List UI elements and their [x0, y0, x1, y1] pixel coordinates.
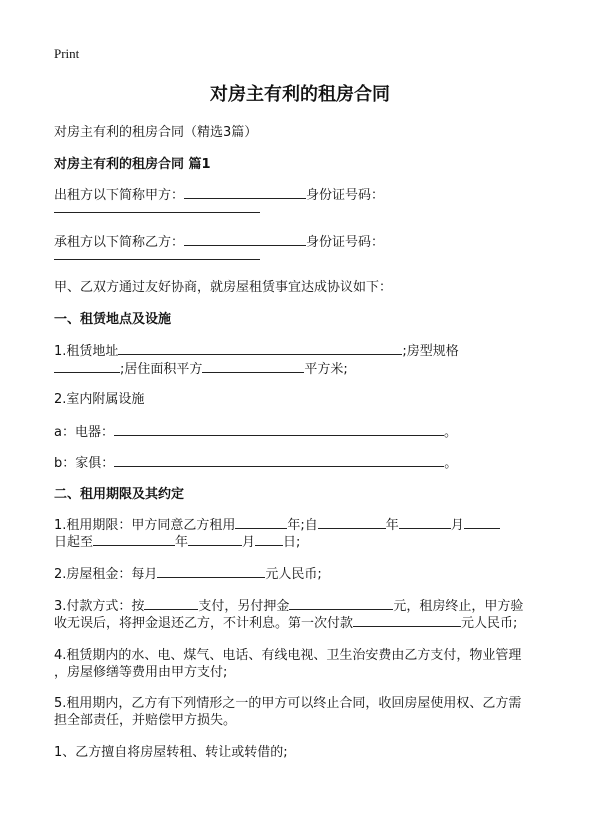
first-payment-label: 收无误后，将押金退还乙方，不计利息。第一次付款	[54, 616, 354, 631]
payment-method-label: 3.付款方式：按	[54, 599, 145, 614]
deposit-terms: 元，租房终止，甲方验	[393, 599, 524, 614]
furniture-blank[interactable]	[114, 453, 444, 467]
lease-term-label: 1.租用期限：甲方同意乙方租用	[54, 518, 236, 533]
lease-from-label: 年;自	[287, 518, 318, 533]
end-day-blank[interactable]	[255, 532, 283, 546]
section-title: 对房主有利的租房合同 篇1	[54, 157, 211, 172]
termination-line-1: 5.租用期内，乙方有下列情形之一的甲方可以终止合同，收回房屋使用权、乙方需	[54, 696, 522, 711]
section-heading-1: 一、租赁地点及设施	[54, 312, 172, 327]
deposit-label: 支付，另付押金	[198, 599, 290, 614]
room-type-blank[interactable]	[54, 359, 120, 373]
end-month-unit: 月	[242, 535, 256, 550]
furniture-row	[54, 452, 457, 471]
payment-cycle-blank[interactable]	[144, 596, 198, 610]
appliances-blank[interactable]	[114, 422, 444, 436]
facilities-label: 2.室内附属设施	[54, 392, 145, 407]
document-subtitle: 对房主有利的租房合同（精选3篇）	[54, 125, 258, 140]
lessee-name-blank[interactable]	[184, 232, 306, 246]
monthly-rent-label: 2.房屋租金：每月	[54, 567, 158, 582]
furniture-period: 。	[444, 456, 458, 471]
lease-years-blank[interactable]	[235, 515, 287, 529]
lessee-label: 承租方以下简称乙方：	[54, 235, 185, 250]
room-type-label: ;房型规格	[402, 344, 459, 359]
start-year-unit: 年	[385, 518, 399, 533]
first-payment-row	[54, 612, 517, 631]
first-payment-blank[interactable]	[353, 613, 461, 627]
end-day-unit: 日;	[283, 535, 301, 550]
living-area-label: ;居住面积平方	[120, 362, 203, 377]
monthly-rent-row	[54, 563, 322, 582]
lessor-row	[54, 184, 384, 203]
appliances-period: 。	[443, 425, 457, 440]
end-year-blank[interactable]	[93, 532, 175, 546]
lessee-id-blank[interactable]	[54, 259, 260, 260]
appliances-label: a：电器：	[54, 425, 114, 440]
document-title: 对房主有利的租房合同	[210, 84, 390, 105]
lessee-id-label: 身份证号码：	[306, 235, 385, 250]
rental-address-row	[54, 340, 459, 359]
lease-end-row	[54, 531, 300, 550]
monthly-rent-blank[interactable]	[157, 564, 265, 578]
end-month-blank[interactable]	[188, 532, 242, 546]
lease-until-label: 日起至	[54, 535, 94, 550]
end-year-unit: 年	[175, 535, 189, 550]
termination-case-1: 1、乙方擅自将房屋转租、转让或转借的;	[54, 745, 288, 760]
section-heading-2: 二、租用期限及其约定	[54, 487, 185, 502]
start-month-blank[interactable]	[399, 515, 451, 529]
lessor-id-blank[interactable]	[54, 212, 260, 213]
monthly-rent-unit: 元人民币;	[265, 567, 322, 582]
square-meter-unit: 平方米;	[304, 362, 348, 377]
start-day-blank[interactable]	[464, 515, 500, 529]
start-year-blank[interactable]	[318, 515, 386, 529]
lessor-name-blank[interactable]	[184, 185, 306, 199]
print-label[interactable]: Print	[54, 46, 80, 61]
deposit-blank[interactable]	[289, 596, 393, 610]
agreement-intro: 甲、乙双方通过友好协商，就房屋租赁事宜达成协议如下：	[54, 280, 393, 295]
rental-address-label: 1.租赁地址	[54, 344, 119, 359]
termination-line-2: 担全部责任，并赔偿甲方损失。	[54, 713, 237, 728]
appliances-row	[54, 421, 457, 440]
rental-address-blank[interactable]	[118, 341, 402, 355]
fees-line-1: 4.租赁期内的水、电、煤气、电话、有线电视、卫生治安费由乙方支付，物业管理	[54, 648, 522, 663]
fees-line-2: ，房屋修缮等费用由甲方支付;	[54, 665, 228, 680]
living-area-row	[54, 358, 348, 377]
start-month-unit: 月	[450, 518, 464, 533]
lessee-row	[54, 231, 384, 250]
living-area-blank[interactable]	[202, 359, 304, 373]
furniture-label: b：家俱：	[54, 456, 115, 471]
lessor-id-label: 身份证号码：	[306, 188, 385, 203]
first-payment-unit: 元人民币;	[461, 616, 518, 631]
lessor-label: 出租方以下简称甲方：	[54, 188, 185, 203]
